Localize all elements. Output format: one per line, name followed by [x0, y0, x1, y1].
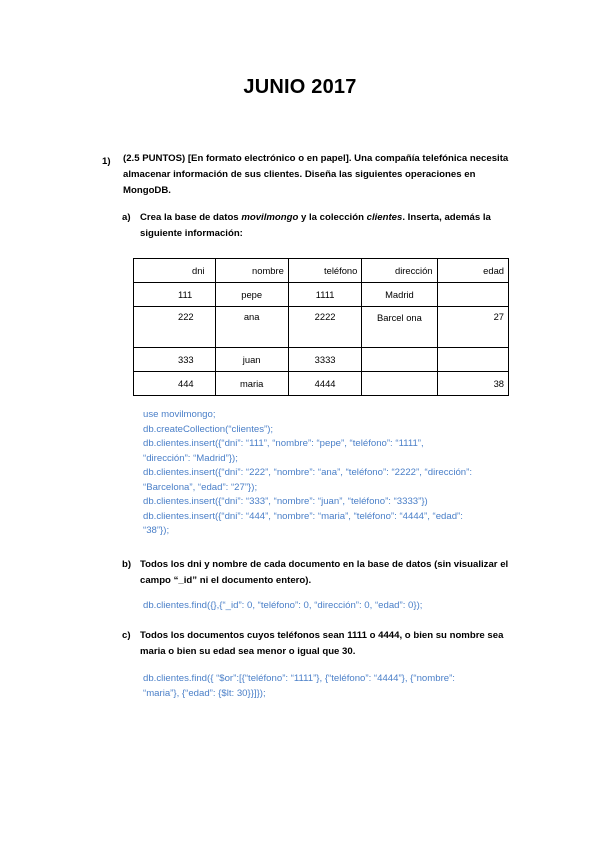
table-header-row — [134, 259, 509, 283]
table-cell: 222 — [134, 307, 216, 348]
table-row — [134, 283, 509, 307]
code-line: db.clientes.insert({“dni”: “222”, “nombre”: “ana”, “teléfono”: “2222”, “dirección”: — [143, 467, 472, 478]
table-cell: Barcel ona — [362, 307, 437, 348]
code-line: “38”}); — [143, 525, 170, 536]
table-row — [134, 348, 509, 372]
code-block-c — [143, 672, 523, 701]
code-line: db.clientes.insert({“dni”: “111”, “nombre”: “pepe”, “teléfono”: “1111”, — [143, 438, 424, 449]
table-cell: 1111 — [288, 283, 362, 307]
code-line: db.createCollection(“clientes”); — [143, 423, 274, 435]
table-cell: 4444 — [288, 372, 362, 396]
table-cell — [437, 348, 508, 372]
page-title: JUNIO 2017 — [243, 76, 357, 98]
table-cell — [437, 283, 508, 307]
part-a-label: a) — [122, 212, 131, 223]
code-line: use movilmongo; — [143, 409, 216, 420]
table-cell — [362, 372, 437, 396]
table-row — [134, 372, 509, 396]
db-name: movilmongo — [241, 212, 299, 223]
header-cell: edad — [437, 259, 508, 283]
table-row — [134, 307, 509, 348]
table-cell: 333 — [134, 348, 216, 372]
table-cell: juan — [215, 348, 288, 372]
code-line: db.clientes.insert({“dni”: “333”, “nombre”: “juan”, “teléfono”: “3333”}) — [143, 496, 428, 507]
collection-name: clientes — [366, 212, 403, 223]
question-number: 1) — [102, 156, 111, 167]
part-a-text: Crea la base de datos movilmongo y la colección clientes. Inserta, además la siguiente información: — [140, 212, 491, 239]
table-cell: 444 — [134, 372, 216, 396]
code-block-a — [143, 408, 523, 539]
table-cell: 27 — [437, 307, 508, 348]
code-line: “dirección”: “Madrid”}); — [143, 452, 238, 464]
header-cell: teléfono — [288, 259, 362, 283]
part-c-label: c) — [122, 630, 131, 641]
question-text: (2.5 PUNTOS) [En formato electrónico o en papel]. Una compañía telefónica necesita almacenar información de sus clientes. Diseña las siguientes operaciones en MongoDB. — [123, 153, 509, 196]
header-cell: dni — [134, 259, 216, 283]
table-cell — [362, 348, 437, 372]
table-cell: pepe — [215, 283, 288, 307]
part-b-label: b) — [122, 559, 132, 570]
table-cell: Madrid — [362, 283, 437, 307]
table-cell: 38 — [437, 372, 508, 396]
code-line: db.clientes.find({ “$or”:[{“teléfono”: “1111”}, {“teléfono”: “4444”}, {“nombre”: — [143, 673, 455, 684]
table-cell: 3333 — [288, 348, 362, 372]
part-b-text: Todos los dni y nombre de cada documento en la base de datos (sin visualizar el campo “_id” ni el documento entero). — [140, 559, 509, 586]
table-cell: 111 — [134, 283, 216, 307]
code-line: db.clientes.find({},{“_id”: 0, “teléfono”: 0, “dirección”: 0, “edad”: 0}); — [143, 600, 423, 611]
code-line: “maria”}, {“edad”: {$lt: 30}}]}); — [143, 687, 266, 699]
code-line: “Barcelona”, “edad”: “27”}); — [143, 481, 258, 493]
table-cell: 2222 — [288, 307, 362, 348]
header-cell: nombre — [215, 259, 288, 283]
table-cell: maria — [215, 372, 288, 396]
header-cell: dirección — [362, 259, 437, 283]
part-c-text: Todos los documentos cuyos teléfonos sean 1111 o 4444, o bien su nombre sea maria o bien su edad sea menor o igual que 30. — [140, 630, 504, 657]
table-cell: ana — [215, 307, 288, 348]
code-block-b — [143, 599, 523, 614]
clients-table — [133, 258, 509, 396]
code-line: db.clientes.insert({“dni”: “444”, “nombre”: “maria”, “teléfono”: “4444”, “edad”: — [143, 510, 463, 522]
